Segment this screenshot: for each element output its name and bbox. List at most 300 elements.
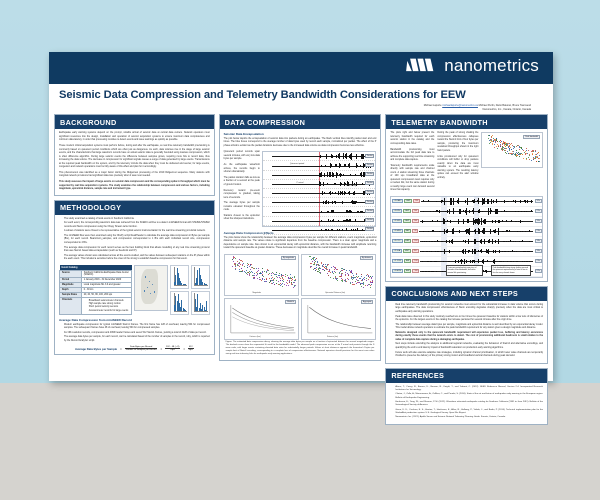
telemetry-paragraph: Links provisioned only for quiescent conditions will buffer or drop packets exactly when the data are most valuable to an earthquake early warning system. The resulting latency spikes can exceed the alert window entirely.	[437, 155, 479, 179]
waveform-spike	[331, 154, 332, 158]
author-name-first: Michael Laporte	[423, 104, 442, 107]
telemetry-station-row[interactable]	[391, 247, 542, 257]
waveform-spike	[447, 211, 448, 212]
channel-chip: HHZ	[405, 210, 410, 213]
waveform-spike	[320, 155, 321, 158]
data-point	[519, 147, 520, 148]
data-point	[531, 160, 532, 161]
data-point	[249, 274, 250, 275]
waveform-spike	[356, 201, 357, 203]
formula-numerator: 412	[188, 346, 193, 349]
data-point	[328, 264, 329, 265]
data-point	[494, 144, 495, 145]
waveform-spike	[343, 153, 344, 159]
data-point	[244, 266, 245, 267]
waveform-spike	[452, 229, 453, 234]
data-point	[527, 153, 528, 154]
waveform-spike	[332, 201, 333, 204]
data-point	[369, 277, 370, 278]
list-item: • For 4B resolution records, compression and 4096 header frames and seven 512 Steim1 frames, yielding a total of 4128 of data per record.	[64, 332, 210, 336]
data-point	[370, 282, 371, 283]
author-block	[59, 104, 543, 111]
subheading-encapsulation: Seismic Data Encapsulation	[223, 132, 264, 137]
trace-baseline	[272, 156, 373, 157]
waveform-spike	[518, 211, 519, 212]
waveform-spike	[426, 241, 427, 242]
trace-row	[263, 198, 376, 207]
waveform-spike	[446, 230, 447, 232]
data-point	[314, 262, 315, 263]
waveform-spike	[324, 173, 325, 177]
telemetry-station-row[interactable]	[391, 227, 542, 237]
waveform-spike	[453, 208, 454, 214]
data-point	[334, 271, 335, 272]
data-point	[337, 269, 338, 270]
waveform-spike	[334, 201, 335, 203]
data-point	[342, 281, 343, 282]
data-point	[315, 270, 316, 271]
data-point	[266, 272, 267, 273]
waveform-spike	[443, 261, 444, 262]
data-point	[348, 275, 349, 276]
list-item: • Peak data rates observed in this study routinely reached two to four times the quiescent baseline for stations within a few tens of kilometres of the epicentre. For the largest events in the catalog the increase persisted for several minutes after the origin time.	[395, 316, 543, 323]
map-station-dot	[149, 281, 150, 282]
waveform-spike	[494, 259, 495, 264]
data-point	[285, 274, 286, 275]
channel-chip: HNZ	[405, 250, 409, 253]
waveform-spike	[529, 241, 530, 242]
panel-heading-conclusions: CONCLUSIONS AND NEXT STEPS	[386, 287, 547, 301]
data-point	[528, 157, 529, 158]
waveform-spike	[502, 251, 503, 252]
waveform-spike	[472, 231, 473, 232]
list-item: • Real time telemetry bandwidth provisioning for seismic networks must account for the substantial increase in data volume that occurs during large earthquakes. The data compression effectiveness of Steim encoding degrades sharply precisely when the data are most critical to earthquake early warning operations.	[395, 304, 543, 315]
waveform-spike	[466, 260, 467, 264]
waveform-spike	[485, 261, 486, 262]
trace-baseline	[272, 175, 373, 176]
list-item: • The average data compression for each record serves as the best building block that allows modelling of any real time streaming protocol that uses Steim1 based data encapsulation (such as SeedLink and IP).	[64, 247, 210, 254]
chart-distance-distribution	[170, 291, 189, 315]
waveform-spike	[520, 231, 521, 232]
data-point	[246, 270, 247, 271]
peak-factor-chip: 3.6x	[536, 250, 541, 253]
axis-label-x: Magnitude	[252, 292, 261, 295]
data-point	[235, 269, 236, 270]
waveform-spike	[504, 210, 505, 212]
chart-sample-rate-distribution	[191, 291, 210, 315]
telemetry-station-row[interactable]	[391, 217, 542, 227]
data-point	[505, 150, 506, 151]
waveform-spike	[329, 172, 330, 177]
data-point	[490, 142, 491, 143]
data-point	[356, 274, 357, 275]
waveform-spike	[510, 241, 511, 242]
waveform-spike	[349, 163, 350, 167]
telemetry-station-row[interactable]	[391, 237, 542, 247]
list-item: • High sample rate strong motion	[89, 303, 130, 306]
author-email-link[interactable]: michaellaporte@nanometrics.ca	[442, 104, 478, 107]
waveform-spike	[351, 211, 352, 212]
data-point	[283, 275, 284, 276]
channel-chip: BHZ	[405, 230, 410, 233]
data-point	[517, 155, 518, 156]
waveform-spike	[361, 211, 362, 212]
waveform-spike	[484, 229, 485, 233]
data-point	[250, 272, 251, 273]
waveform-spike	[453, 209, 454, 213]
waveform-spike	[422, 261, 423, 262]
data-point	[355, 281, 356, 282]
data-point	[310, 263, 311, 264]
side-note: Stations closest to the epicenter show the sharpest transitions.	[223, 214, 260, 221]
waveform-spike	[491, 210, 492, 212]
waveform-spike	[487, 260, 488, 262]
data-point	[513, 151, 514, 152]
data-point	[519, 156, 520, 157]
poster-header-bar	[49, 52, 553, 84]
data-point	[285, 276, 286, 277]
waveform-spike	[499, 250, 500, 253]
formula-denominator: npts	[188, 349, 193, 352]
data-point	[538, 152, 539, 153]
telemetry-text-left	[390, 132, 434, 193]
telemetry-station-row[interactable]	[391, 197, 542, 207]
data-point	[514, 147, 515, 148]
panel-references	[385, 368, 548, 425]
waveform-spike	[354, 191, 355, 195]
formula-equals-2: =	[160, 346, 163, 351]
data-point	[492, 141, 493, 142]
waveform-spike	[474, 200, 475, 203]
data-point	[367, 285, 368, 286]
axis-label-x: Distance (km)	[249, 336, 261, 339]
channel-chip: EHZ	[405, 260, 410, 263]
waveform-spike	[346, 202, 347, 203]
data-point	[362, 279, 363, 280]
data-point	[327, 273, 328, 274]
author-names-rest: Michael Perlin, Dario Baturan, Bruce Townsend	[478, 104, 531, 107]
data-point	[528, 150, 529, 151]
station-code-chip: CI.SVD	[394, 220, 401, 223]
data-point	[314, 268, 315, 269]
sample-rate-chip: 200	[414, 240, 418, 243]
label-coda: Coda decay	[346, 184, 357, 187]
table-cell-key: Sample Rates	[60, 292, 82, 297]
trace-row	[263, 171, 376, 180]
waveform-spike	[346, 210, 347, 213]
waveform-spike	[345, 192, 346, 194]
waveform-spike	[459, 251, 460, 252]
waveform-spike	[321, 211, 322, 213]
data-point	[283, 279, 284, 280]
waveform-spike	[442, 271, 443, 272]
list-item: • For each event, the corresponding waveform data was retrieved from the SCEDC archive to a data in miniSEED format with STEIM1/STEIM2 records and Steim compression using the Obspy Stream write function.	[64, 222, 210, 229]
table-cell-key: Period	[60, 277, 82, 282]
peak-factor-chip: 3.8x	[536, 240, 541, 243]
poster-columns	[49, 113, 553, 430]
waveform-spike	[321, 229, 322, 231]
waveform-spike	[512, 250, 513, 252]
data-point	[360, 284, 361, 285]
data-point	[260, 279, 261, 280]
data-point	[506, 143, 507, 144]
list-item: • Ahern, T., Casey, R., Barnes, D., Benson, R., Knight, T., and Trabant, C. (2012). SEED Reference Manual, Version 2.4. Incorporated Research Institutions for Seismology.	[395, 386, 543, 393]
waveform-spike	[321, 172, 322, 177]
data-point	[237, 264, 238, 265]
waveform-spike	[474, 230, 475, 232]
data-point	[250, 269, 251, 270]
data-point	[524, 152, 525, 153]
waveform-spike	[513, 261, 514, 262]
waveform-spike	[497, 209, 498, 213]
data-point	[263, 276, 264, 277]
trace-row	[263, 161, 376, 170]
model-curves	[225, 299, 298, 339]
data-point	[256, 275, 257, 276]
list-item: • The study examined a catalog of local events in Southern California.	[64, 218, 210, 222]
data-point	[235, 268, 236, 269]
waveform-spike	[430, 211, 431, 212]
data-point	[242, 261, 243, 262]
waveform-spike	[501, 211, 502, 212]
data-point	[354, 284, 355, 285]
waveform-spike	[522, 241, 523, 242]
data-point	[258, 270, 259, 271]
waveform-spike	[346, 220, 347, 221]
data-point	[502, 150, 503, 151]
packet-tag: Packet	[366, 182, 373, 185]
data-point	[511, 154, 512, 155]
sample-rate-chip: 100	[414, 220, 418, 223]
list-item: • The average values shown were calculated across all the events studied, and the values between subsequent stations on the IP phase within the each event. This included a sensitive before the onset of the strong to establish baseline compression for that event.	[64, 255, 210, 262]
list-item: • Broadband seismometer channels	[89, 300, 130, 303]
waveform-spike	[340, 164, 341, 167]
data-point	[512, 154, 513, 155]
waveform-spike	[522, 231, 523, 232]
station-map-figure	[134, 265, 168, 311]
telemetry-station-row[interactable]	[391, 207, 542, 217]
table-cell-value: 0 - 30 km	[81, 287, 132, 292]
waveform-spike	[511, 220, 512, 222]
panel-background	[54, 114, 215, 195]
data-point	[242, 265, 243, 266]
waveform-spike	[433, 271, 434, 272]
packet-tag: Packet	[366, 163, 373, 166]
data-point	[340, 271, 341, 272]
station-code-chip: CI.RPV	[394, 210, 401, 213]
data-point	[357, 277, 358, 278]
list-item: • The miniSEED files were then examined using the ObsPy script ReadHeader to calculate the average data compression in Bytes per sample (B/s), for each record. Beam/num_samples, and compression corresponded to 1 B/s with each individual record size, compression corresponded to 4 B/s.	[64, 235, 210, 246]
data-point	[372, 282, 373, 283]
brand-lockup	[405, 56, 539, 76]
data-point	[252, 272, 253, 273]
data-point	[513, 153, 514, 154]
waveform-spike	[465, 249, 466, 254]
waveform-spike	[491, 199, 492, 203]
data-point	[274, 278, 275, 279]
data-point	[257, 274, 258, 275]
waveform-spike	[330, 163, 331, 169]
data-point	[241, 268, 242, 269]
data-point	[247, 267, 248, 268]
waveform-spike	[333, 210, 334, 212]
waveform-spike	[428, 200, 429, 202]
waveform-spike	[511, 201, 512, 202]
list-item-emphasis: • Networks designed only to the quiescent bandwidth requirement will experience packet loss, buffering and latency excursions during exactly those events that the network exists to detect. The cost of provisioning additional headroom is small relative to the value of complete data capture during a damaging earthquake.	[395, 332, 543, 343]
data-point	[497, 148, 498, 149]
histogram-bars	[195, 268, 207, 285]
waveform-spike	[464, 259, 465, 263]
data-point	[345, 275, 346, 276]
data-point	[314, 264, 315, 265]
telemetry-paragraph: Telemetry bandwidth requirements scale directly with sample rate and channel count. A station streaming three channels of 100 sps broadband data at the quiescent compression level requires only a modest link, but the same station during a nearby large event can demand several times that capacity.	[390, 164, 435, 192]
sample-rate-chip: 40	[414, 230, 417, 233]
table-cell-value: Southern California Earthquake Data Center (SCEDC)	[81, 270, 132, 277]
peak-factor-chip: 2.4x	[536, 260, 541, 263]
packet-tag: Packet	[366, 200, 373, 203]
waveform-spike	[489, 251, 490, 252]
data-point	[235, 258, 236, 259]
waveform-spike	[470, 211, 471, 212]
waveform-spike	[332, 211, 333, 212]
waveform-spike	[343, 220, 344, 222]
data-point	[518, 154, 519, 155]
compression-effects-intro: The plots below show the relationship between the average data compression bytes per sample for different stations, event magnitude, epicentral distance and sample rate. The values relate to significant departure from the baseline compression. There is a clear upper magnitude and a dependence on sample rate. Also shown is an exponential decay with epicentral distance, with the bandwidth increase with amplitude returning toward the quiescent baseline at greater distance. These decreases in magnitude describe the overall increase in peak bandwidth.	[223, 236, 377, 250]
waveform-spike	[339, 229, 340, 230]
data-point	[287, 283, 288, 284]
formula-equals: =	[120, 346, 122, 351]
data-point	[289, 280, 290, 281]
panel-body-conclusions	[386, 301, 547, 363]
data-point	[310, 267, 311, 268]
waveform-spike	[515, 200, 516, 202]
data-point	[328, 275, 329, 276]
data-point	[535, 151, 536, 152]
data-point	[259, 277, 260, 278]
table-cell-value: 20, 40, 50, 80, 100, 200 sps	[81, 292, 132, 297]
waveform-spike	[473, 261, 474, 263]
channel-note-list	[84, 300, 130, 313]
waveform-spike	[473, 210, 474, 213]
side-note: As the earthquake wavefront arrives, the records begin to shorten dramatically.	[223, 164, 260, 174]
waveform-spike	[332, 229, 333, 231]
encapsulation-intro: The plot below depicts the encapsulation of seismic data into packets during an earthquake. The black vertical lines identify packet start and end times. The blue boxes correspond to the average number of data bytes used by record each sample, normalized per packet. The effect of the P phase arrival is evident as the packet durations decrease due to the increased data volume as data compression becomes less effective.	[223, 137, 377, 147]
station-code-chip: CI.TOW	[394, 260, 401, 263]
histogram-bars	[174, 268, 186, 285]
data-point	[240, 271, 241, 272]
histogram-bars	[195, 294, 207, 311]
waveform-spike	[328, 201, 329, 204]
data-point	[526, 153, 527, 154]
data-point	[249, 275, 250, 276]
axis-label-x: Distance (km)	[326, 336, 339, 339]
waveform-spike	[472, 260, 473, 263]
panel-body-methodology	[55, 215, 214, 355]
data-point	[330, 272, 331, 273]
waveform-spike	[459, 230, 460, 233]
waveform-spike	[487, 250, 488, 253]
data-point	[289, 282, 290, 283]
chart-magnitude-vs-bytes	[224, 254, 299, 296]
data-point	[534, 158, 535, 159]
waveform-spike	[451, 200, 452, 203]
data-point	[345, 272, 346, 273]
data-point	[331, 267, 332, 268]
waveform-spike	[340, 173, 341, 177]
data-point	[313, 269, 314, 270]
list-item: • Nanometrics Inc. (2021). Apollo Server and Seismic Network Telemetry Planning Guide. Kanata, Ontario, Canada.	[395, 416, 543, 419]
data-point	[294, 282, 295, 283]
waveform-spike	[495, 240, 496, 243]
data-point	[251, 271, 252, 272]
data-point	[525, 151, 526, 152]
data-point	[371, 278, 372, 279]
waveform-spike	[362, 154, 363, 159]
table-cell-key: Magnitude	[60, 282, 82, 287]
data-point	[283, 281, 284, 282]
data-point	[358, 276, 359, 277]
telemetry-note-right: Peak bandwidth during strong shaking exceeds the quiescent requirement by a factor of two to four for every channel shown.	[491, 265, 531, 276]
waveform-spike	[431, 251, 432, 253]
data-point	[365, 285, 366, 286]
map-station-dot	[145, 276, 146, 277]
waveform-spike	[330, 220, 331, 221]
label-quiescent: Quiescent period	[289, 162, 305, 165]
data-point	[532, 153, 533, 154]
station-code-chip: CI.PASC	[394, 200, 402, 203]
panel-body-references	[386, 383, 547, 424]
data-point	[254, 273, 255, 274]
data-point	[247, 274, 248, 275]
data-point	[506, 148, 507, 149]
waveform-spike	[344, 164, 345, 166]
waveform-spike	[461, 259, 462, 264]
data-point	[359, 278, 360, 279]
waveform-spike	[435, 241, 436, 242]
waveform-spike	[440, 231, 441, 232]
histogram-grid	[170, 265, 210, 315]
waveform-spike	[500, 261, 501, 262]
waveform-spike	[513, 241, 514, 242]
data-point	[292, 279, 293, 280]
data-point	[264, 271, 265, 272]
waveform-spike	[428, 261, 429, 262]
waveform-spike	[482, 260, 483, 262]
chart-magnitude-distribution	[170, 265, 189, 289]
data-point	[366, 280, 367, 281]
data-point	[515, 155, 516, 156]
data-point	[284, 284, 285, 285]
data-point	[287, 280, 288, 281]
data-point	[352, 279, 353, 280]
data-point	[505, 152, 506, 153]
peak-factor-chip: 3.2x	[536, 200, 541, 203]
list-item: • Modern earthquake compression for typical miniSEED Steim1 frames. The first frame has 128 of overhead, leaving 504 for compressed samples. The subsequent frames have 48 of overhead, leaving 504 for compressed samples.	[64, 324, 210, 331]
waveform-spike	[436, 210, 437, 212]
data-point	[342, 273, 343, 274]
waveform-spike	[326, 229, 327, 231]
map-station-dot	[144, 290, 145, 291]
panel-body-background	[55, 129, 214, 194]
data-point	[317, 262, 318, 263]
data-point	[295, 280, 296, 281]
waveform-spike	[506, 241, 507, 242]
waveform-spike	[335, 192, 336, 194]
waveform-spike	[515, 211, 516, 212]
waveform-spike	[327, 172, 328, 177]
column-right	[385, 114, 548, 425]
data-point	[529, 155, 530, 156]
